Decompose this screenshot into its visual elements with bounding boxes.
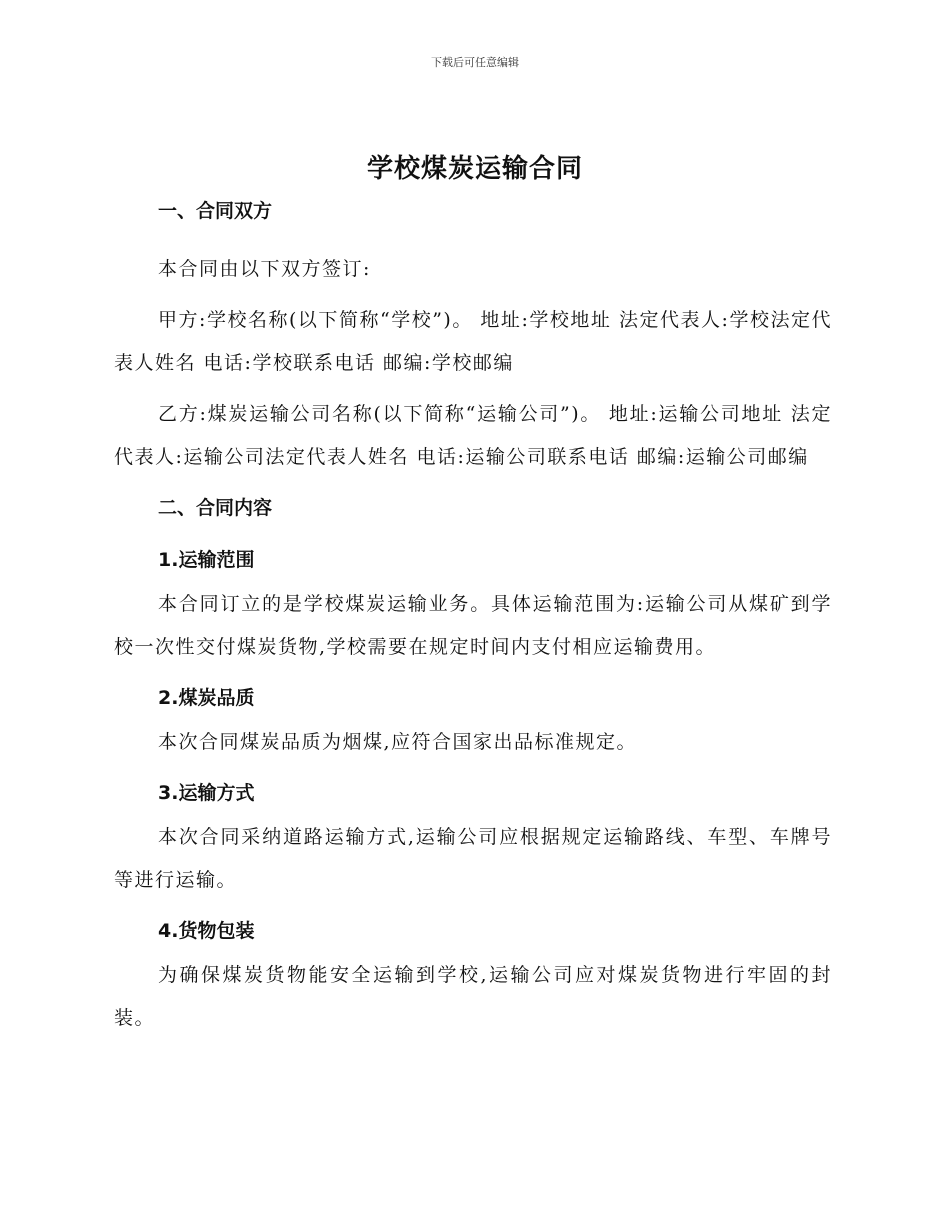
header-note: 下载后可任意编辑 bbox=[431, 56, 519, 69]
document-body bbox=[114, 196, 832, 1040]
paragraph-intro: 本合同由以下双方签订: bbox=[158, 258, 371, 280]
item-heading-method: 3.运输方式 bbox=[158, 782, 255, 804]
paragraph-party-b: 乙方:煤炭运输公司名称(以下简称“运输公司”)。 地址:运输公司地址 法定代表人:运输公司法定代表人姓名 电话:运输公司联系电话 邮编:运输公司邮编 bbox=[114, 403, 832, 468]
item-heading-quality: 2.煤炭品质 bbox=[158, 687, 255, 709]
paragraph-party-a: 甲方:学校名称(以下简称“学校”)。 地址:学校地址 法定代表人:学校法定代表人姓名 电话:学校联系电话 邮编:学校邮编 bbox=[114, 309, 832, 374]
page-title: 学校煤炭运输合同 bbox=[366, 154, 583, 184]
item-heading-packaging: 4.货物包装 bbox=[158, 920, 255, 942]
paragraph-method: 本次合同采纳道路运输方式,运输公司应根据规定运输路线、车型、车牌号等进行运输。 bbox=[114, 826, 832, 891]
item-heading-scope: 1.运输范围 bbox=[158, 549, 255, 571]
paragraph-packaging: 为确保煤炭货物能安全运输到学校,运输公司应对煤炭货物进行牢固的封装。 bbox=[114, 964, 832, 1029]
section-heading-parties: 一、合同双方 bbox=[158, 200, 273, 222]
paragraph-quality: 本次合同煤炭品质为烟煤,应符合国家出品标准规定。 bbox=[158, 731, 638, 753]
section-heading-content: 二、合同内容 bbox=[158, 497, 273, 519]
paragraph-scope: 本合同订立的是学校煤炭运输业务。具体运输范围为:运输公司从煤矿到学校一次性交付煤炭货物,学校需要在规定时间内支付相应运输费用。 bbox=[114, 593, 832, 658]
